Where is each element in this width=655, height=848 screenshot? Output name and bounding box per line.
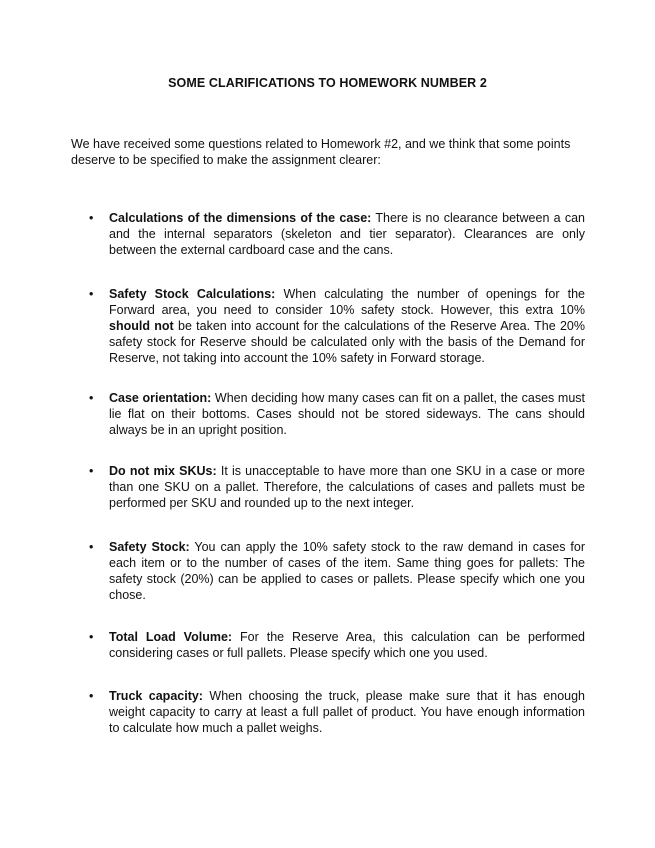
item-text: You can apply the 10% safety stock to the raw demand in cases for each item or to the number of cases of the item. Same thing goes for pallets: The safety stock (20%) can be applied to cases or pallets. Please specify which one you chose. bbox=[109, 540, 585, 602]
item-heading: Safety Stock: bbox=[109, 540, 190, 554]
list-item-case-dimensions bbox=[89, 210, 586, 258]
bullet-icon: • bbox=[89, 540, 94, 554]
item-heading: Do not mix SKUs: bbox=[109, 464, 217, 478]
item-text: For the Reserve Area, this calculation can be performed considering cases or full pallets. Please specify which one you used. bbox=[109, 630, 585, 660]
list-item-case-orientation bbox=[89, 390, 585, 438]
item-text-before: When calculating the number of openings for the Forward area, you need to consider 10% safety stock. However, this extra 10% bbox=[109, 287, 585, 317]
list-item-safety-stock bbox=[89, 539, 585, 603]
bullet-icon: • bbox=[89, 464, 94, 478]
item-heading: Calculations of the dimensions of the case: bbox=[109, 211, 372, 225]
item-emphasis: should not bbox=[109, 319, 174, 333]
item-heading: Total Load Volume: bbox=[109, 630, 233, 644]
item-heading: Truck capacity: bbox=[109, 689, 203, 703]
item-heading: Safety Stock Calculations: bbox=[109, 287, 276, 301]
list-item-total-load-volume bbox=[89, 629, 585, 661]
item-text-after: be taken into account for the calculations of the Reserve Area. The 20% safety stock for Reserve should be calculated only with the basis of the Demand for Reserve, not taking into account the 10% safety in Forward storage. bbox=[109, 319, 586, 365]
bullet-icon: • bbox=[89, 287, 94, 301]
item-text: There is no clearance between a can and the internal separators (skeleton and tier separator). Clearances are only between the external cardboard case and the cans. bbox=[109, 211, 586, 257]
bullet-icon: • bbox=[89, 630, 94, 644]
bullet-icon: • bbox=[89, 689, 94, 703]
item-text: When deciding how many cases can fit on a pallet, the cases must lie flat on their bottoms. Cases should not be stored sideways. The cans should always be in an upright position. bbox=[109, 391, 585, 437]
document-title: SOME CLARIFICATIONS TO HOMEWORK NUMBER 2 bbox=[168, 76, 487, 90]
list-item-do-not-mix-skus bbox=[89, 463, 585, 511]
list-item-truck-capacity bbox=[89, 688, 586, 736]
list-item-safety-stock-calculations bbox=[89, 286, 586, 366]
intro-paragraph: We have received some questions related to Homework #2, and we think that some points deserve to be specified to make the assignment clearer: bbox=[71, 137, 571, 167]
item-text: When choosing the truck, please make sure that it has enough weight capacity to carry at least a full pallet of product. You have enough information to calculate how much a pallet weighs. bbox=[109, 689, 586, 735]
bullet-icon: • bbox=[89, 391, 94, 405]
item-text: It is unacceptable to have more than one SKU in a case or more than one SKU on a pallet. Therefore, the calculations of cases and pallets must be performed per SKU and rounded up to the next integer. bbox=[109, 464, 585, 510]
item-heading: Case orientation: bbox=[109, 391, 212, 405]
bullet-icon: • bbox=[89, 211, 94, 225]
